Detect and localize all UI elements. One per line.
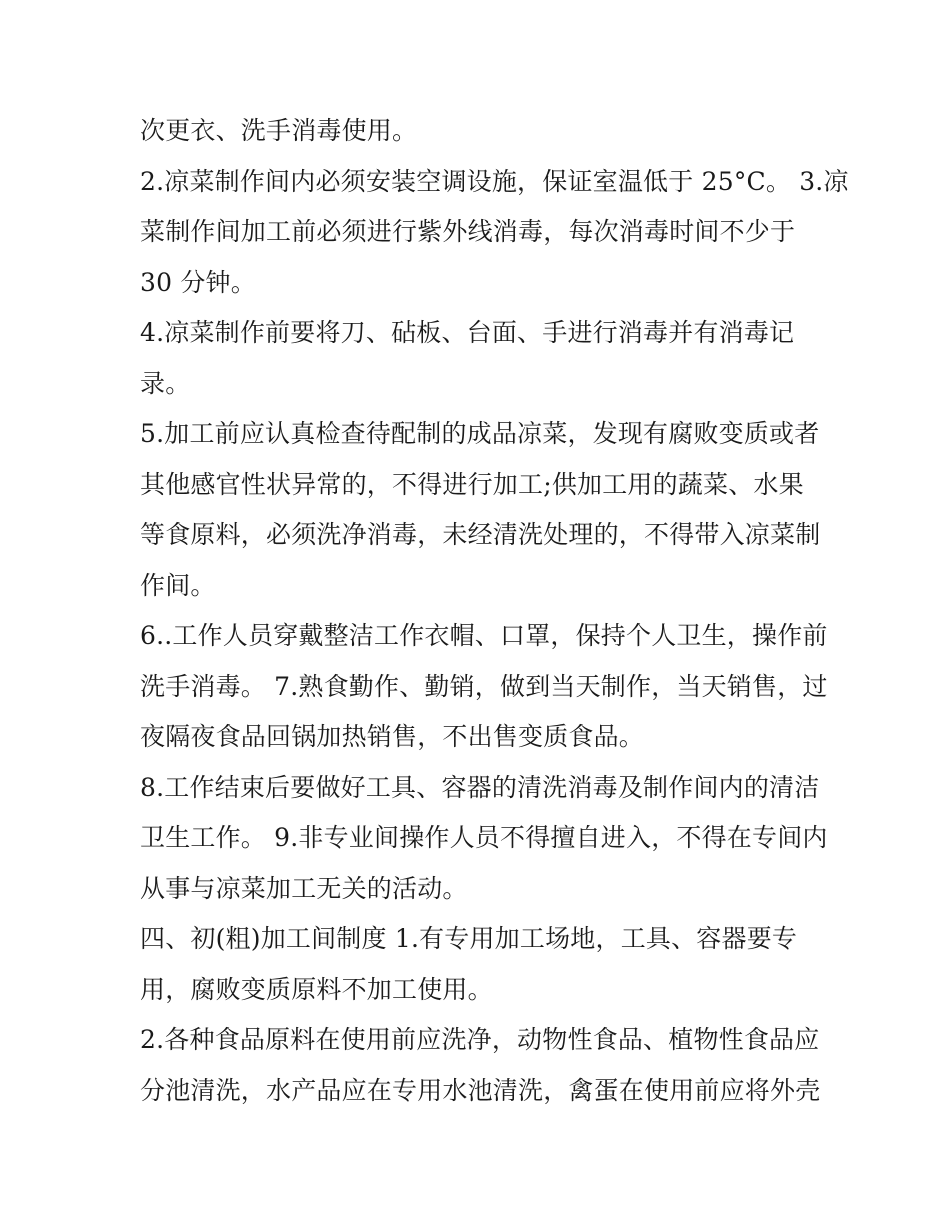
text-line: 5.加工前应认真检查待配制的成品凉菜，发现有腐败变质或者 bbox=[140, 419, 820, 448]
text-line: 其他感官性状异常的，不得进行加工;供加工用的蔬菜、水果 bbox=[140, 469, 804, 499]
text-line: 等食原料，必须洗净消毒，未经清洗处理的，不得带入凉菜制 bbox=[140, 520, 821, 549]
text-line: 四、初(粗)加工间制度 1.有专用加工场地，工具、容器要专 bbox=[140, 924, 798, 953]
text-line: 作间。 bbox=[140, 570, 216, 600]
text-line: 4.凉菜制作前要将刀、砧板、台面、手进行消毒并有消毒记 bbox=[140, 318, 795, 347]
text-line: 30 分钟。 bbox=[140, 267, 256, 297]
body-text bbox=[140, 106, 849, 1116]
text-line: 菜制作间加工前必须进行紫外线消毒，每次消毒时间不少于 bbox=[140, 217, 796, 246]
text-line: 8.工作结束后要做好工具、容器的清洗消毒及制作间内的清洁 bbox=[140, 772, 820, 802]
text-line: 6..工作人员穿戴整洁工作衣帽、口罩，保持个人卫生，操作前 bbox=[140, 621, 828, 650]
text-line: 用，腐败变质原料不加工使用。 bbox=[140, 974, 493, 1004]
text-line: 2.凉菜制作间内必须安装空调设施，保证室温低于 25°C。 3.凉 bbox=[140, 166, 849, 196]
text-line: 夜隔夜食品回锅加热销售，不出售变质食品。 bbox=[140, 722, 645, 751]
text-line: 卫生工作。 9.非专业间操作人员不得擅自进入，不得在专间内 bbox=[140, 823, 828, 852]
text-line: 2.各种食品原料在使用前应洗净，动物性食品、植物性食品应 bbox=[140, 1025, 820, 1054]
text-line: 分池清洗，水产品应在专用水池清洗，禽蛋在使用前应将外壳 bbox=[140, 1075, 821, 1105]
text-line: 从事与凉菜加工无关的活动。 bbox=[140, 873, 468, 903]
text-line: 录。 bbox=[140, 368, 191, 398]
text-line: 次更衣、洗手消毒使用。 bbox=[140, 116, 418, 145]
text-line: 洗手消毒。 7.熟食勤作、勤销，做到当天制作，当天销售，过 bbox=[140, 671, 828, 701]
